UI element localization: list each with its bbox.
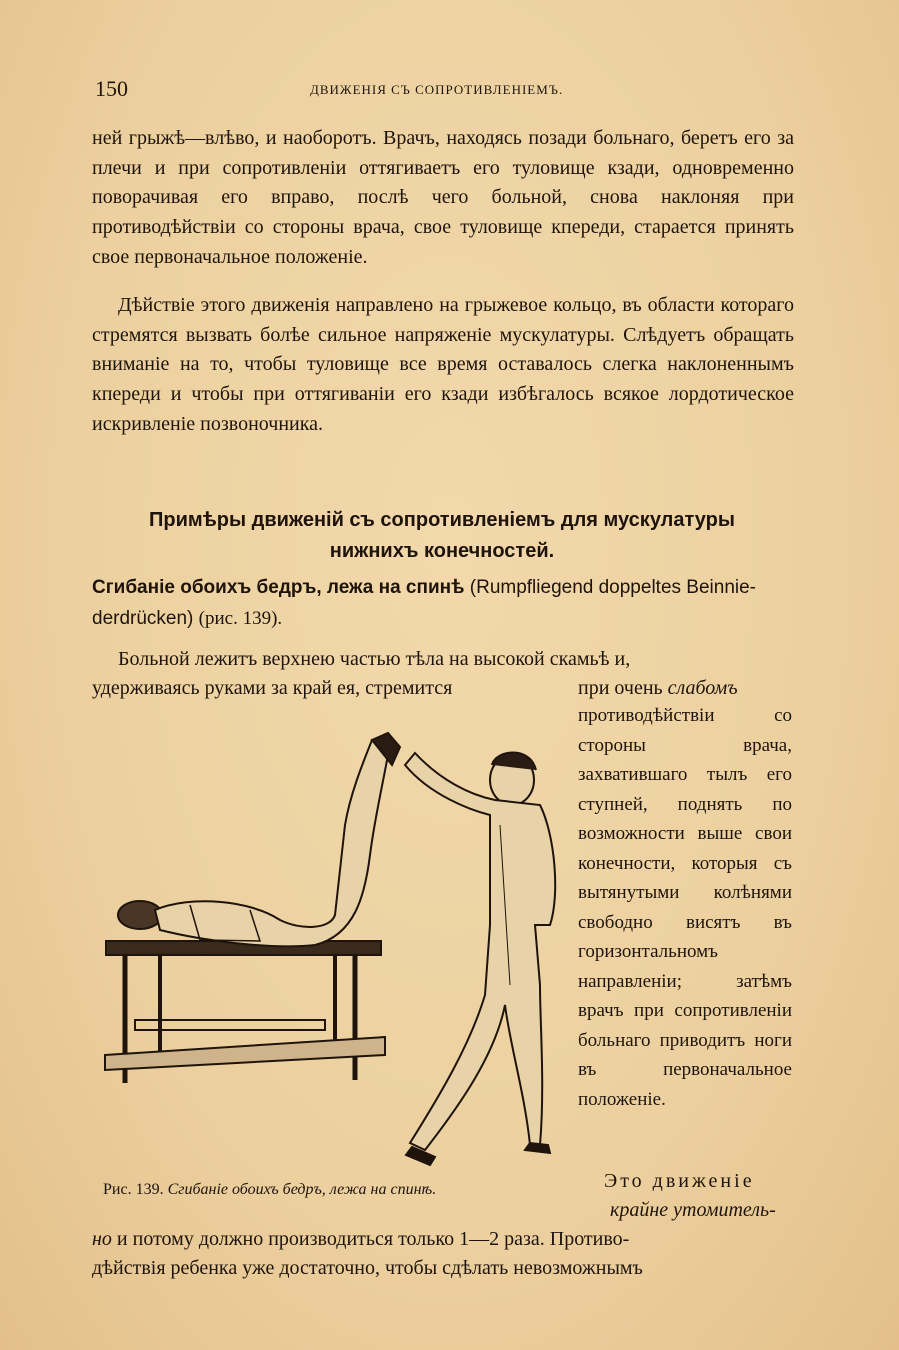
figure-caption-prefix: Рис. 139. — [103, 1181, 164, 1198]
exercise-german-name-cont: derdrücken) — [92, 608, 194, 629]
figure-caption — [103, 1181, 436, 1199]
paragraph4-line-rest: но и потому должно производиться только 1—2 раза. Противо- — [92, 1228, 630, 1250]
figure-caption-text: Сгибаніе обоихъ бедръ, лежа на спинѣ. — [167, 1181, 437, 1198]
paragraph-hernia-continuation — [92, 124, 794, 273]
section-heading-line1: Примѣры движеній съ сопротивленіемъ для мускулатуры — [149, 509, 735, 531]
exercise-subheading — [92, 572, 792, 634]
section-heading-line2: нижнихъ конечностей. — [329, 540, 555, 562]
paragraph4-spaced-start: Это движеніе — [604, 1170, 755, 1192]
paragraph4-italic1: крайне утомитель- — [610, 1199, 776, 1221]
page-number: 150 — [95, 76, 128, 101]
exercise-title: Сгибаніе обоихъ бедръ, лежа на спинѣ — [92, 577, 465, 598]
paragraph-text: Дѣйствіе этого движенія направлено на грыжевое кольцо, въ области котораго стремятся вызвать болѣе сильное напряженіе мускулатуры. Слѣдуетъ обращать вниманіе на то, чтобы туловище все время оставалось слегка наклоненнымъ кпереди и чтобы при оттягиваніи его кзади избѣгалось всякое лордотическое искривленіе позвоночника. — [92, 294, 794, 435]
paragraph-effect — [92, 291, 794, 440]
paragraph3-line1: Больной лежитъ верхнею частью тѣла на высокой скамьѣ и, — [118, 648, 631, 670]
wrapped-text-column: противодѣйствіи со стороны врача, захватившаго тылъ его ступней, поднять по возможности выше свои конечности, которыя съ вытянутыми колѣнями свободно висятъ въ горизонтальномъ направленіи; затѣмъ врачъ при сопротивленіи больнаго приводитъ ноги въ первоначальное положеніе. — [578, 705, 792, 1110]
emphasis-weak: слабомъ — [667, 677, 738, 699]
running-head: ДВИЖЕНІЯ СЪ СОПРОТИВЛЕНІЕМЪ. — [310, 82, 564, 97]
figure-139-engraving — [100, 725, 570, 1180]
page-header — [95, 76, 795, 106]
paragraph3-line2-left: удерживаясь руками за край ея, стремится — [92, 677, 453, 699]
exercise-german-name: (Rumpfliegend doppeltes Beinnie- — [469, 577, 756, 598]
paragraph4-line-last: дѣйствія ребенка уже достаточно, чтобы сдѣлать невозможнымъ — [92, 1257, 643, 1279]
paragraph3-line2-right: при очень слабомъ — [578, 677, 738, 699]
figure-reference: (рис. 139). — [198, 608, 283, 629]
paragraph-text: ней грыжѣ—влѣво, и наоборотъ. Врачъ, находясь позади больнаго, беретъ его за плечи и при сопротивленіи оттягиваетъ его туловище кзади, одновременно поворачивая его вправо, послѣ чего больной, снова наклоняя при противодѣйствіи со стороны врача, свое туловище кпереди, старается принять свое первоначальное положеніе. — [92, 127, 794, 268]
section-heading — [92, 505, 792, 567]
